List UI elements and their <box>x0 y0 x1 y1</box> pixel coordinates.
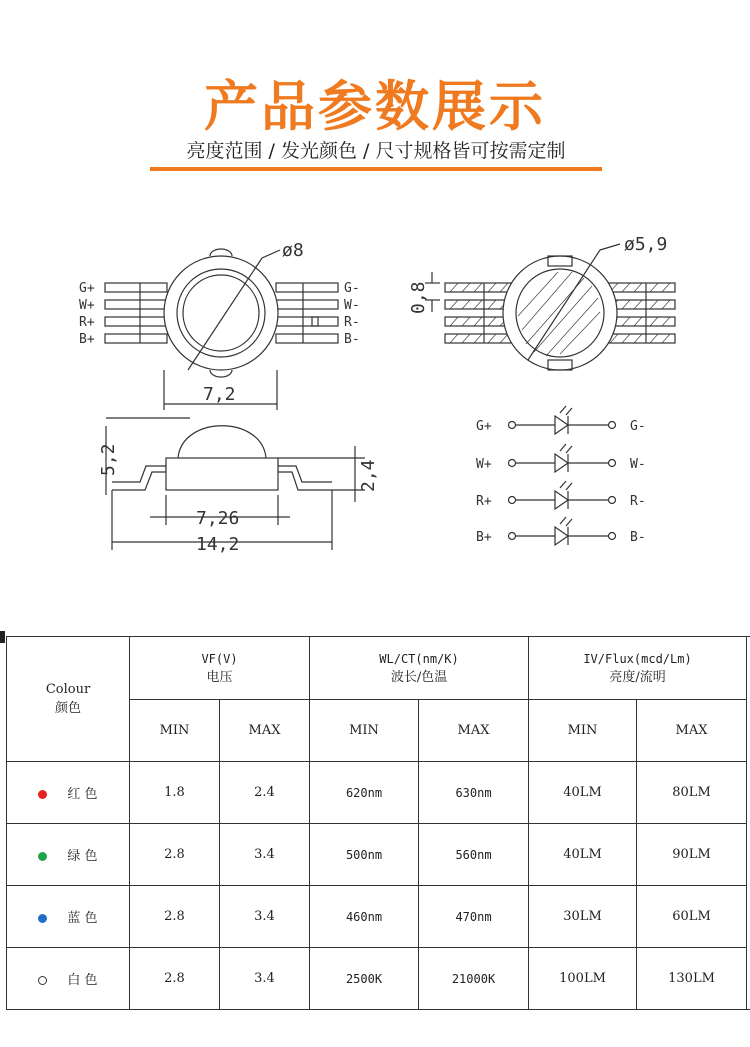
min-header: MIN <box>130 700 220 762</box>
schematic-cathode-label: R- <box>630 494 646 509</box>
dim-base-width: 7,26 <box>196 508 240 529</box>
table-row: 绿 色 2.8 3.4 500nm 560nm 40LM 90LM <box>7 824 750 886</box>
schematic-anode-label: G+ <box>476 419 492 434</box>
schematic-cathode-label: W- <box>630 457 646 472</box>
dim-pad-diameter: ø5,9 <box>624 234 668 255</box>
color-dot-red <box>38 790 47 799</box>
dim-total-length: 14,2 <box>196 534 240 555</box>
max-header: MAX <box>637 700 747 762</box>
color-dot-white <box>38 976 47 985</box>
schematic-cathode-label: G- <box>630 419 646 434</box>
schematic-cathode-label: B- <box>630 530 646 545</box>
top-view-right <box>425 244 675 370</box>
group-header-vf: VF(V) 电压 <box>130 637 310 700</box>
table-row: 白 色 2.8 3.4 2500K 21000K 100LM 130LM <box>7 948 750 1010</box>
colour-header: Colour <box>45 682 91 697</box>
color-dot-blue <box>38 914 47 923</box>
schematic-anode-label: B+ <box>476 530 492 545</box>
colour-header-cn: 颜色 <box>54 701 81 716</box>
pin-right-label: R- <box>344 315 360 330</box>
pin-left-label: W+ <box>79 298 95 313</box>
max-header: MAX <box>220 700 310 762</box>
pin-left-label: B+ <box>79 332 95 347</box>
colour-header-cell <box>7 637 130 762</box>
side-view <box>106 418 365 550</box>
dim-height: 5,2 <box>98 443 119 476</box>
page-title: 产品参数展示 <box>204 75 546 138</box>
dim-lens-diameter: ø8 <box>282 240 304 261</box>
pin-left-label: G+ <box>79 281 95 296</box>
schematic <box>509 406 616 545</box>
table-corner-mark <box>0 631 5 643</box>
color-dot-green <box>38 852 47 861</box>
spec-table <box>6 636 750 1010</box>
min-header: MIN <box>310 700 419 762</box>
group-header-wl: WL/CT(nm/K) 波长/色温 <box>310 637 529 700</box>
pin-left-label: R+ <box>79 315 95 330</box>
group-header-iv: IV/Flux(mcd/Lm) 亮度/流明 <box>529 637 747 700</box>
pin-right-label: B- <box>344 332 360 347</box>
schematic-anode-label: R+ <box>476 494 492 509</box>
max-header: MAX <box>419 700 529 762</box>
schematic-anode-label: W+ <box>476 457 492 472</box>
min-header: MIN <box>529 700 637 762</box>
page-subtitle: 亮度范围 / 发光颜色 / 尺寸规格皆可按需定制 <box>150 136 602 171</box>
table-edge-cell <box>747 637 750 1010</box>
dim-base-height: 2,4 <box>358 459 379 492</box>
table-row: 红 色 1.8 2.4 620nm 630nm 40LM 80LM <box>7 762 750 824</box>
dim-lead-pitch: 0,8 <box>408 281 429 314</box>
technical-drawing <box>0 220 750 560</box>
pin-right-label: W- <box>344 298 360 313</box>
table-row: 蓝 色 2.8 3.4 460nm 470nm 30LM 60LM <box>7 886 750 948</box>
dim-body-width: 7,2 <box>203 384 236 405</box>
pin-right-label: G- <box>344 281 360 296</box>
